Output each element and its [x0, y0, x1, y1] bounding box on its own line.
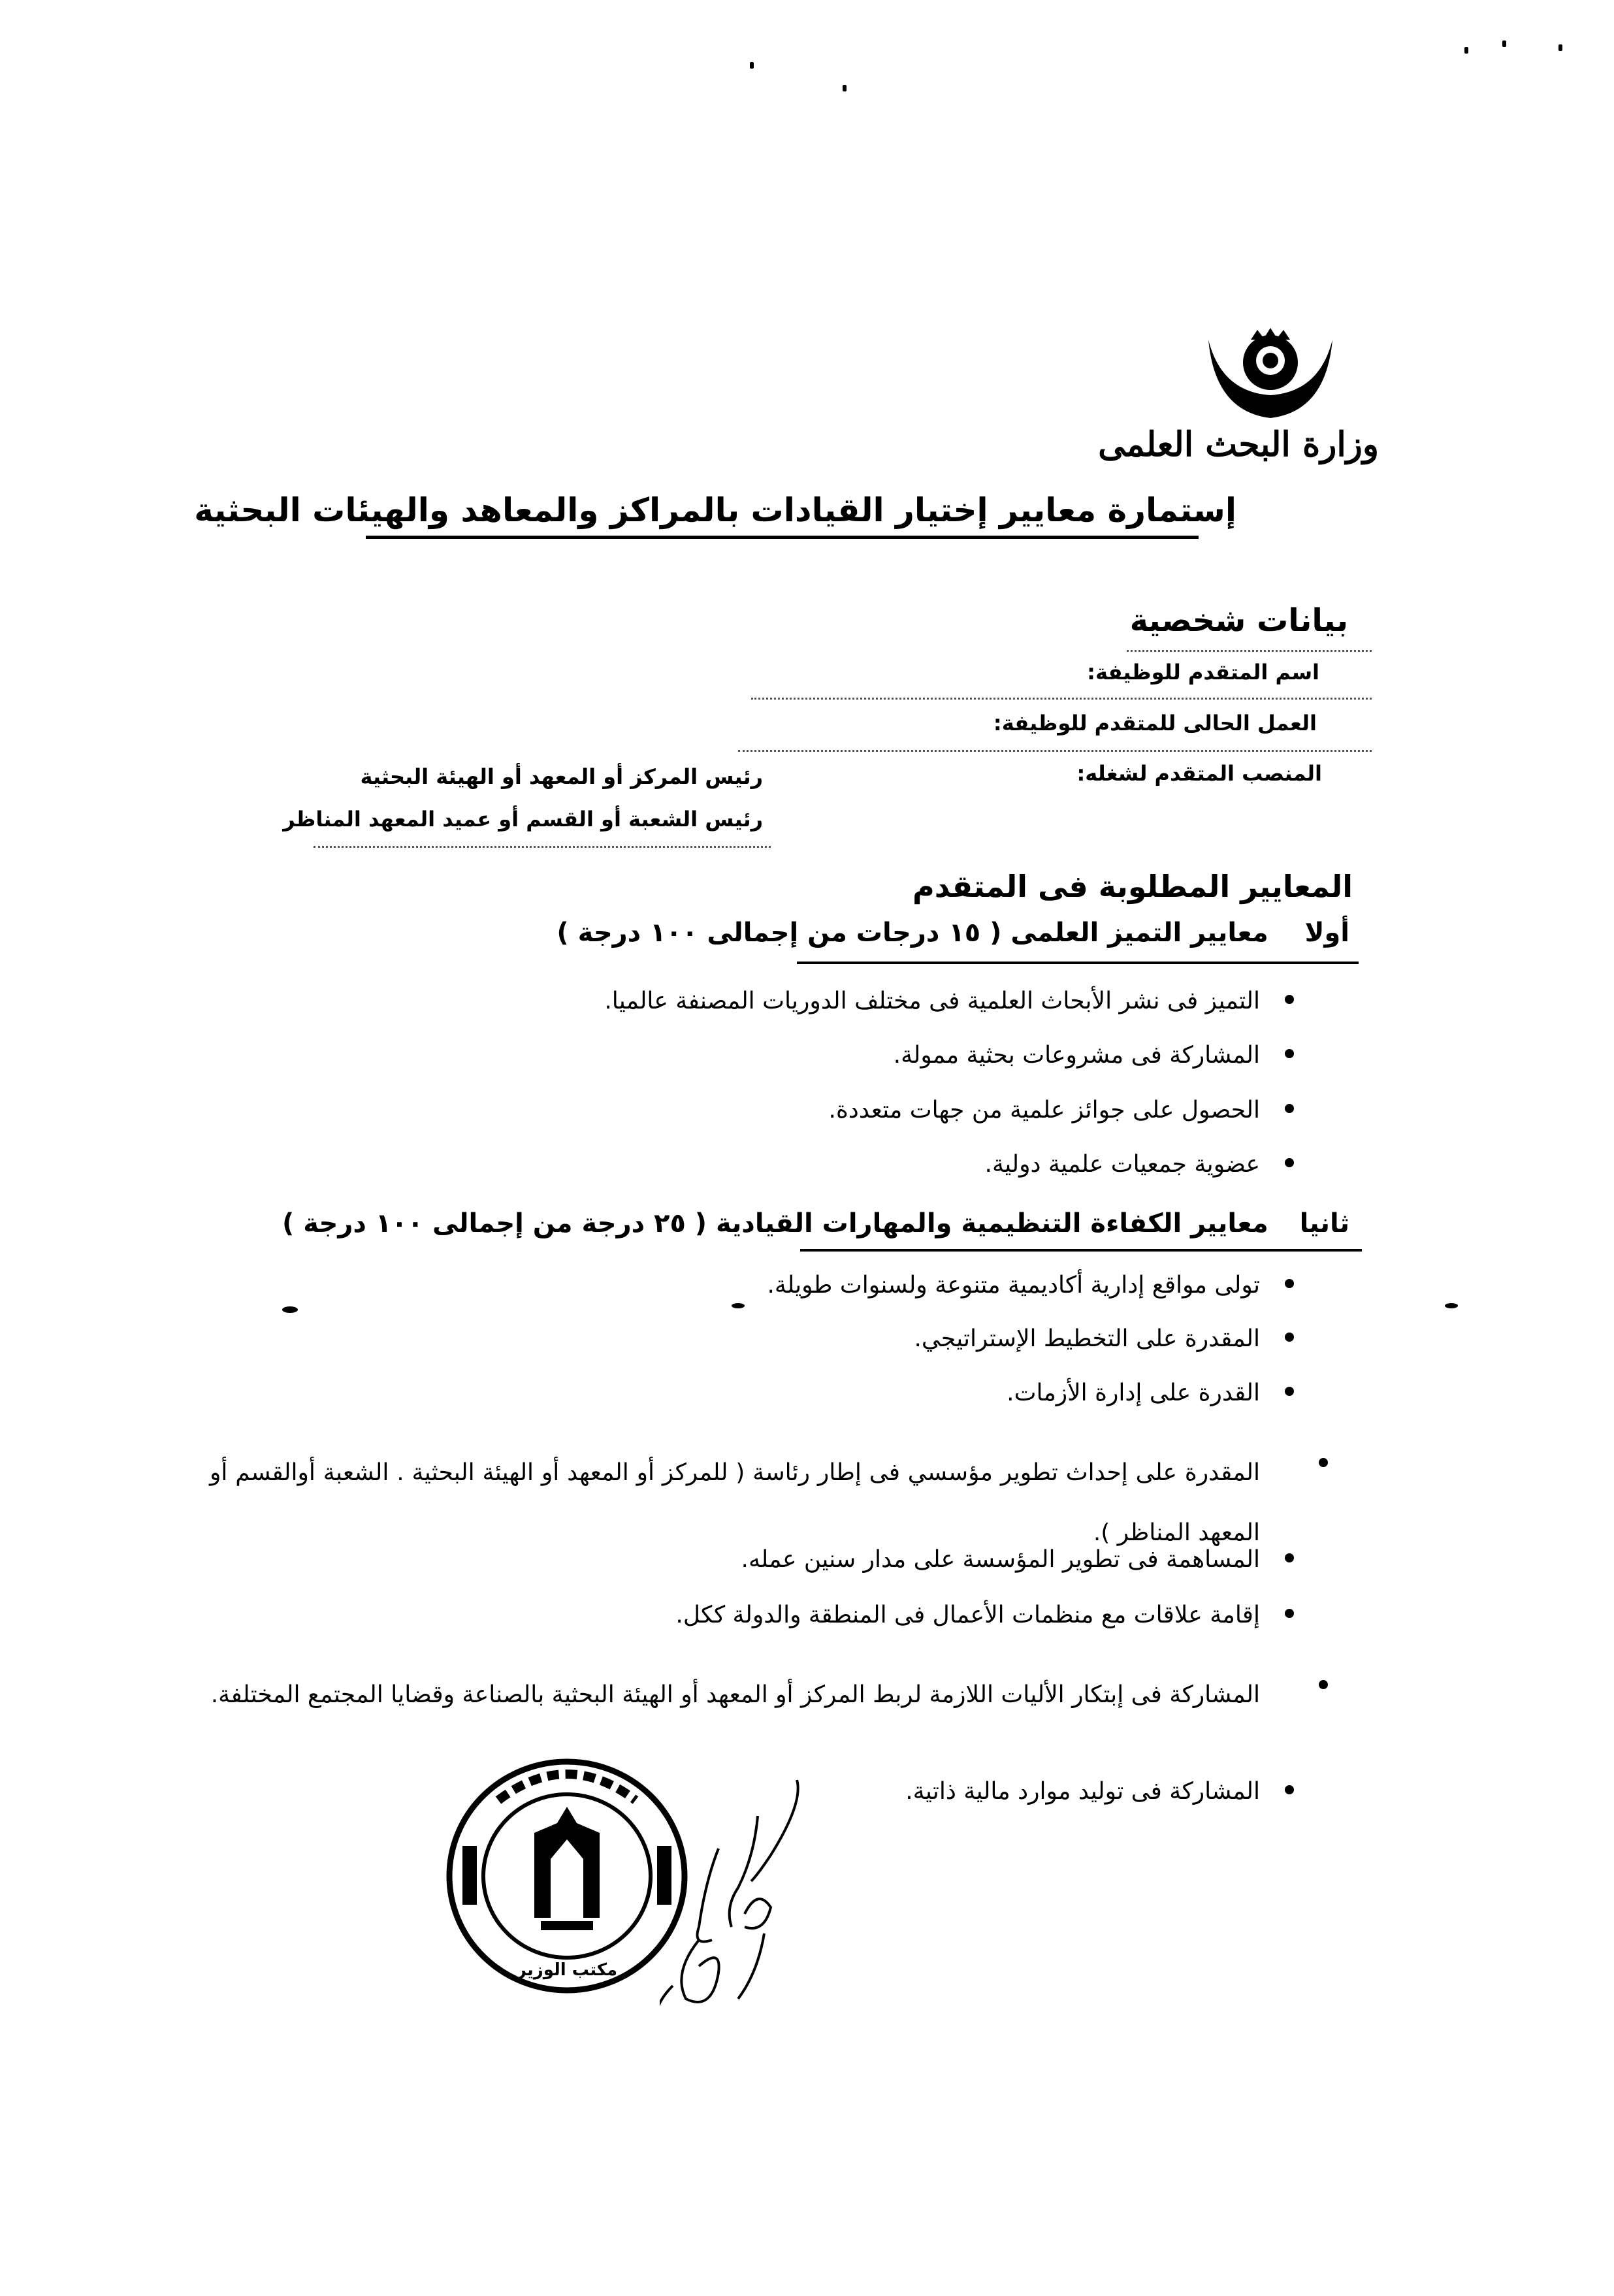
current-job-field[interactable]: [738, 750, 1372, 752]
handwritten-signature-icon: [660, 1777, 816, 2012]
criterion-item: إقامة علاقات مع منظمات الأعمال فى المنطقة والدولة ككل.: [675, 1604, 1294, 1627]
personal-data-heading: بيانات شخصية: [1129, 602, 1348, 639]
criterion-item: الحصول على جوائز علمية من جهات متعددة.: [829, 1099, 1295, 1122]
stamp-caption: مكتب الوزير: [516, 1960, 618, 1980]
bullet-icon: [1319, 1680, 1328, 1689]
bullet-icon: [1285, 1609, 1294, 1618]
bullet-icon: [1285, 995, 1294, 1004]
criterion-item-multiline: المقدرة على إحداث تطوير مؤسسي فى إطار رئاسة ( للمركز أو المعهد أو الهيئة البحثية . الشعبة أوالقسم أو المعهد المناظر ).: [210, 1431, 1294, 1563]
title-underline: [366, 536, 1199, 539]
scan-speck: [1464, 47, 1468, 54]
scan-speck: [843, 85, 847, 91]
scan-speck: [750, 62, 754, 69]
group-ordinal: ثانيا: [1299, 1208, 1349, 1238]
group-underline: [800, 1249, 1362, 1252]
group-weight: ( ١٥ درجات من إجمالى ١٠٠ درجة ): [557, 918, 1002, 948]
bullet-icon: [1285, 1279, 1294, 1288]
criterion-item: التميز فى نشر الأبحاث العلمية فى مختلف الدوريات المصنفة عالميا.: [604, 990, 1294, 1013]
bullet-icon: [1285, 1387, 1294, 1396]
ministry-emblem: [1195, 314, 1346, 425]
bullet-icon: [1319, 1458, 1328, 1467]
signature: [660, 1777, 816, 2012]
position-option-dept-head: رئيس الشعبة أو القسم أو عميد المعهد المناظر: [283, 807, 763, 832]
group-underline: [797, 962, 1359, 964]
group-weight: ( ٢٥ درجة من إجمالى ١٠٠ درجة ): [282, 1208, 707, 1238]
position-sought-label: المنصب المتقدم لشغله:: [1076, 761, 1322, 786]
group-heading-scientific: [557, 918, 1349, 948]
group-heading-leadership: [282, 1208, 1349, 1238]
criterion-item: عضوية جمعيات علمية دولية.: [985, 1153, 1294, 1176]
bullet-icon: [1285, 1333, 1294, 1342]
criterion-item: المقدرة على التخطيط الإستراتيجي.: [914, 1327, 1294, 1351]
scan-speck: [1558, 44, 1562, 51]
criteria-heading: المعايير المطلوبة فى المتقدم: [912, 869, 1353, 904]
scan-speck: [282, 1306, 298, 1313]
bullet-icon: [1285, 1049, 1294, 1058]
group-title: معايير التميز العلمى: [1010, 918, 1268, 948]
group-ordinal: أولا: [1304, 918, 1349, 948]
group-title: معايير الكفاءة التنظيمية والمهارات القيادية: [716, 1208, 1268, 1238]
bullet-icon: [1285, 1785, 1294, 1794]
form-title: إستمارة معايير إختيار القيادات بالمراكز والمعاهد والهيئات البحثية: [194, 491, 1236, 529]
criterion-item: القدرة على إدارة الأزمات.: [1007, 1382, 1294, 1405]
criterion-item: المشاركة فى توليد موارد مالية ذاتية.: [905, 1780, 1294, 1803]
criterion-item-multiline: المشاركة فى إبتكار الأليات اللازمة لربط المركز أو المعهد أو الهيئة البحثية بالصناعة وقضايا المجتمع المختلفة.: [210, 1653, 1294, 1725]
bullet-icon: [1285, 1104, 1294, 1113]
applicant-name-field[interactable]: [751, 698, 1372, 700]
position-option-center-head: رئيس المركز أو المعهد أو الهيئة البحثية: [360, 764, 763, 789]
current-job-label: العمل الحالى للمتقدم للوظيفة:: [993, 711, 1317, 736]
criterion-item: المساهمة فى تطوير المؤسسة على مدار سنين عمله.: [741, 1548, 1295, 1572]
official-stamp: [436, 1754, 698, 1997]
criterion-item: المشاركة فى مشروعات بحثية ممولة.: [894, 1044, 1294, 1067]
position-field[interactable]: [314, 846, 771, 848]
applicant-name-label: اسم المتقدم للوظيفة:: [1087, 660, 1319, 685]
eagle-crescent-emblem-icon: [1195, 314, 1346, 425]
scan-speck: [1445, 1303, 1458, 1308]
criterion-item: تولى مواقع إدارية أكاديمية متنوعة ولسنوات طويلة.: [767, 1274, 1294, 1297]
ministry-name: وزارة البحث العلمى: [1098, 425, 1379, 464]
bullet-icon: [1285, 1158, 1294, 1167]
scan-speck: [1502, 40, 1506, 47]
bullet-icon: [1285, 1553, 1294, 1562]
scan-speck: [732, 1303, 745, 1308]
heading-divider: [1127, 650, 1372, 652]
